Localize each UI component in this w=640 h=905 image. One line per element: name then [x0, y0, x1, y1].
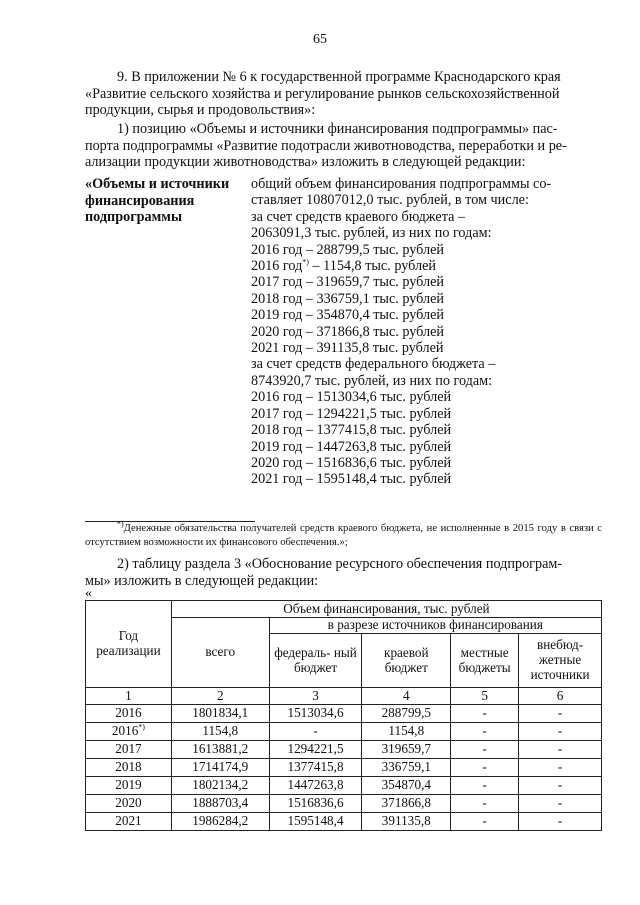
- footnote-mark: *): [138, 722, 145, 732]
- federal-head: за счет средств федерального бюджета –: [251, 356, 496, 373]
- cell-year: [86, 705, 172, 723]
- cell-federal: 1447263,8: [269, 777, 362, 795]
- cell-extra: -: [519, 705, 602, 723]
- regional-year-line: [251, 291, 601, 307]
- page-number: 65: [313, 32, 327, 47]
- cell-federal: -: [269, 723, 362, 741]
- regional-year: 2020 год: [251, 323, 303, 340]
- regional-years: [251, 242, 601, 357]
- regional-amount: – 288799,5 тыс. рублей: [302, 241, 445, 258]
- cell-local: -: [451, 741, 519, 759]
- cell-federal: 1595148,4: [269, 813, 362, 831]
- cell-extra: -: [519, 741, 602, 759]
- column-number: 2: [171, 688, 269, 705]
- regional-year: 2019 год: [251, 307, 303, 324]
- year-value: 2016: [115, 705, 142, 721]
- position-label-line: подпрограммы: [85, 209, 183, 226]
- regional-amount: – 336759,1 тыс. рублей: [302, 290, 445, 307]
- cell-total: 1613881,2: [171, 741, 269, 759]
- financing-description: [251, 176, 601, 488]
- table-row: [86, 813, 602, 831]
- cell-regional: 371866,8: [362, 795, 451, 813]
- item1-line: порта подпрограммы «Развитие подотрасли животноводства, переработки и ре-: [85, 137, 567, 154]
- table-row: [86, 795, 602, 813]
- cell-year: [86, 795, 172, 813]
- column-number: 4: [362, 688, 451, 705]
- cell-total: 1986284,2: [171, 813, 269, 831]
- federal-year-line: 2019 год – 1447263,8 тыс. рублей: [251, 438, 452, 455]
- cell-year: [86, 723, 172, 741]
- cell-year: [86, 741, 172, 759]
- federal-year-line: 2020 год – 1516836,6 тыс. рублей: [251, 454, 452, 471]
- cell-extra: -: [519, 813, 602, 831]
- federal-total: 8743920,7 тыс. рублей, из них по годам:: [251, 372, 493, 389]
- cell-regional: 1154,8: [362, 723, 451, 741]
- year-value: 2021: [115, 813, 142, 829]
- federal-years: [251, 389, 601, 487]
- regional-total-line: [251, 225, 601, 241]
- regional-head: за счет средств краевого бюджета –: [251, 208, 466, 225]
- cell-local: -: [451, 759, 519, 777]
- regional-year-line: [251, 340, 601, 356]
- cell-local: -: [451, 705, 519, 723]
- item1-line: ализации продукции животноводства» изложить в следующей редакции:: [85, 154, 526, 171]
- year-value: 2016: [111, 723, 139, 739]
- regional-year: 2018 год: [251, 290, 303, 307]
- intro-line: продукции, сырья и продовольствия»:: [85, 102, 316, 119]
- total-line: ставляет 10807012,0 тыс. рублей, в том числе:: [251, 192, 529, 209]
- cell-local: -: [451, 723, 519, 741]
- regional-year: 2021 год: [251, 340, 303, 357]
- federal-year-line: 2016 год – 1513034,6 тыс. рублей: [251, 389, 452, 406]
- cell-regional: 336759,1: [362, 759, 451, 777]
- cell-total: 1801834,1: [171, 705, 269, 723]
- regional-amount: – 354870,4 тыс. рублей: [302, 307, 445, 324]
- column-number: 1: [86, 688, 172, 705]
- year-value: 2019: [115, 777, 142, 793]
- cell-extra: -: [519, 795, 602, 813]
- year-value: 2018: [115, 759, 142, 775]
- cell-extra: -: [519, 723, 602, 741]
- table-row: [86, 759, 602, 777]
- regional-year-line: [251, 307, 601, 323]
- cell-year: [86, 777, 172, 795]
- cell-regional: 354870,4: [362, 777, 451, 795]
- footnote-text: Денежные обязательства получателей средств краевого бюджета, не исполненные в 2015 году в связи с отсутствием возможности их финансового обеспечения.»;: [85, 523, 602, 548]
- cell-extra: -: [519, 759, 602, 777]
- federal-year-line: 2018 год – 1377415,8 тыс. рублей: [251, 422, 452, 439]
- cell-local: -: [451, 795, 519, 813]
- cell-total: 1714174,9: [171, 759, 269, 777]
- position-label-line: финансирования: [85, 192, 195, 209]
- regional-year-line: [251, 324, 601, 340]
- cell-total: 1802134,2: [171, 777, 269, 795]
- regional-amount: – 371866,8 тыс. рублей: [302, 323, 445, 340]
- regional-amount: – 391135,8 тыс. рублей: [302, 340, 444, 357]
- header-local: местные бюджеты: [451, 634, 519, 688]
- item1-paragraph: [85, 121, 600, 171]
- federal-year-line: 2017 год – 1294221,5 тыс. рублей: [251, 405, 452, 422]
- year-value: 2017: [115, 741, 142, 757]
- regional-year-line: [251, 258, 601, 274]
- cell-regional: 319659,7: [362, 741, 451, 759]
- cell-total: 1154,8: [171, 723, 269, 741]
- position-label-line: «Объемы и источники: [85, 176, 230, 192]
- cell-federal: 1377415,8: [269, 759, 362, 777]
- cell-federal: 1294221,5: [269, 741, 362, 759]
- regional-year-line: [251, 274, 601, 290]
- position-label: [85, 176, 245, 226]
- cell-regional: 391135,8: [362, 813, 451, 831]
- regional-year: 2016 год: [251, 258, 303, 275]
- table-row: [86, 723, 602, 741]
- header-volume: Объем финансирования, тыс. рублей: [171, 601, 601, 618]
- cell-year: [86, 813, 172, 831]
- table-row: [86, 741, 602, 759]
- total-line: общий объем финансирования подпрограммы со-: [251, 176, 552, 192]
- intro-paragraph: [85, 69, 600, 119]
- column-number: 3: [269, 688, 362, 705]
- regional-year: 2017 год: [251, 274, 303, 291]
- regional-amount: – 319659,7 тыс. рублей: [302, 274, 445, 291]
- table-body: [86, 705, 602, 831]
- cell-regional: 288799,5: [362, 705, 451, 723]
- intro-line: «Развитие сельского хозяйства и регулирование рынков сельскохозяйственной: [85, 85, 560, 102]
- header-federal: федераль- ный бюджет: [269, 634, 362, 688]
- item2-line: 2) таблицу раздела 3 «Обоснование ресурсного обеспечения подпрограм-: [117, 556, 563, 572]
- regional-year: 2016 год: [251, 241, 303, 258]
- item2-line: мы» изложить в следующей редакции:: [85, 572, 319, 589]
- column-number: 6: [519, 688, 602, 705]
- cell-extra: -: [519, 777, 602, 795]
- year-value: 2020: [115, 795, 142, 811]
- footnote-mark: *): [302, 257, 309, 267]
- header-year: Год реализации: [86, 601, 172, 688]
- header-total: всего: [171, 618, 269, 688]
- column-number: 5: [451, 688, 519, 705]
- cell-local: -: [451, 813, 519, 831]
- regional-total-tail: рублей, из них по годам:: [343, 225, 492, 242]
- cell-total: 1888703,4: [171, 795, 269, 813]
- cell-local: -: [451, 777, 519, 795]
- cell-federal: 1513034,6: [269, 705, 362, 723]
- header-extra: внебюд- жетные источники: [519, 634, 602, 688]
- regional-total: 2063091,3 тыс.: [251, 225, 341, 242]
- cell-year: [86, 759, 172, 777]
- regional-year-line: [251, 242, 601, 258]
- open-quote: «: [85, 586, 92, 601]
- footnote-mark: *): [117, 519, 124, 529]
- table-row: [86, 705, 602, 723]
- footnote: [85, 519, 602, 550]
- regional-amount: – 1154,8 тыс. рублей: [308, 258, 436, 275]
- cell-federal: 1516836,6: [269, 795, 362, 813]
- federal-year-line: 2021 год – 1595148,4 тыс. рублей: [251, 471, 452, 488]
- intro-line: 9. В приложении № 6 к государственной программе Краснодарского края: [117, 69, 561, 85]
- financing-table: [85, 600, 602, 831]
- table-row: [86, 777, 602, 795]
- header-regional: краевой бюджет: [362, 634, 451, 688]
- item1-line: 1) позицию «Объемы и источники финансирования подпрограммы» пас-: [117, 121, 558, 137]
- header-sources: в разрезе источников финансирования: [269, 618, 601, 634]
- item2-paragraph: [85, 556, 600, 589]
